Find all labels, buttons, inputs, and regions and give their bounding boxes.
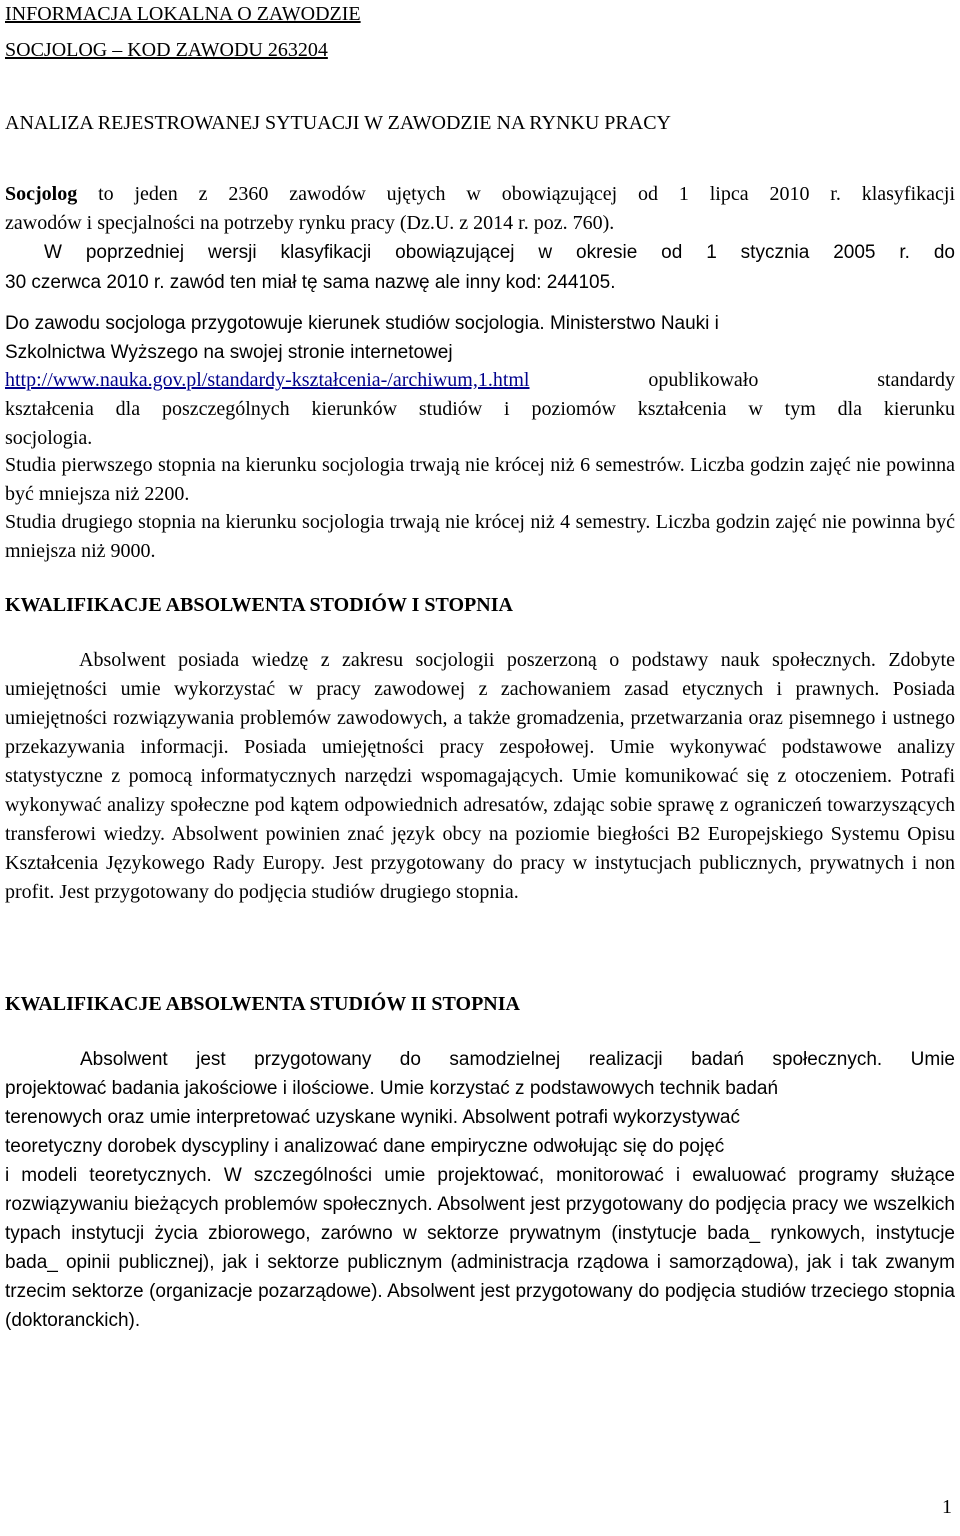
section-heading-second-cycle: KWALIFIKACJE ABSOLWENTA STUDIÓW II STOPNIA [5,993,520,1015]
document-title: INFORMACJA LOKALNA O ZAWODZIE [5,3,361,25]
page-number: 1 [942,1496,952,1518]
intro-line-6: Szkolnictwa Wyższego na swojej stronie internetowej [5,342,453,363]
second-cycle-line-1: Absolwent jest przygotowany do samodzielnej realizacji badań społecznych. Umie [80,1049,955,1070]
intro-line-2: zawodów i specjalności na potrzeby rynku pracy (Dz.U. z 2014 r. poz. 760). [5,212,615,234]
studies-second-cycle: Studia drugiego stopnia na kierunku socjologia trwają nie krócej niż 4 semestry. Liczba godzin zajęć nie powinna być mniejsza niż 9000. [5,511,955,562]
second-cycle-line-4: teoretyczny dorobek dyscypliny i analizować dane empiryczne odwołując się do pojęć [5,1136,725,1157]
intro-line-7-rest: opublikowało standardy [529,369,955,391]
intro-line-7 [5,366,955,395]
intro-line-9: socjologia. [5,427,93,449]
section-heading-analysis: ANALIZA REJESTROWANEJ SYTUACJI W ZAWODZIE NA RYNKU PRACY [5,112,671,134]
intro-line-1 [5,180,955,209]
first-cycle-paragraph [5,646,955,907]
section-heading-first-cycle: KWALIFIKACJE ABSOLWENTA STODIÓW I STOPNIA [5,594,513,616]
second-cycle-line-2: projektować badania jakościowe i ilościowe. Umie korzystać z podstawowych technik badań [5,1078,779,1099]
intro-line-5: Do zawodu socjologa przygotowuje kierunek studiów socjologia. Ministerstwo Nauki i [5,313,719,334]
standards-link[interactable]: http://www.nauka.gov.pl/standardy-kształcenia-/archiwum,1.html [5,369,530,391]
intro-bold-word: Socjolog [5,183,78,205]
studies-first-cycle: Studia pierwszego stopnia na kierunku socjologia trwają nie krócej niż 6 semestrów. Liczba godzin zajęć nie powinna być mniejsza niż 2200. [5,454,955,505]
first-cycle-text: Absolwent posiada wiedzę z zakresu socjologii poszerzoną o podstawy nauk społecznych. Zdobyte umiejętności umie wykorzystać w pracy zawodowej z zachowaniem zasad etycznych i prawnych. Posiada umiejętności rozwiązywania problemów zawodowych, a także gromadzenia, przetwarzania oraz pisemnego i ustnego przekazywania informacji. Posiada umiejętności pracy zespołowej. Umie wykonywać podstawowe analizy statystyczne z pomocą informatycznych narzędzi wspomagających. Umie komunikować się z otoczeniem. Potrafi wykonywać analizy społeczne pod kątem odpowiednich adresatów, zdając sobie sprawę z ograniczeń towarzyszących transferowi wiedzy. Absolwent powinien znać język obcy na poziomie biegłości B2 Europejskiego Systemu Opisu Kształcenia Językowego Rady Europy. Jest przygotowany do pracy w instytucjach publicznych, prywatnych i non profit. Jest przygotowany do podjęcia studiów drugiego stopnia. [5,649,955,903]
intro-line-8: kształcenia dla poszczególnych kierunków studiów i poziomów kształcenia w tym dla kierunku [5,398,955,420]
second-cycle-line-3: terenowych oraz umie interpretować uzyskane wyniki. Absolwent potrafi wykorzystywać [5,1107,740,1128]
intro-line-3: W poprzedniej wersji klasyfikacji obowiązującej w okresie od 1 stycznia 2005 r. do [44,242,955,263]
second-cycle-paragraph: i modeli teoretycznych. W szczególności umie projektować, monitorować i ewaluować programy służące rozwiązywaniu bieżących problemów społecznych. Absolwent jest przygotowany do podjęcia pracy we wszelkich typach instytucji życia zbiorowego, zarówno w sektorze prywatnym (instytucje bada_ rynkowych, instytucje bada_ opinii publicznej), jak i sektorze publicznym (administracja rządowa i samorządowa), jak i tak zwanym trzecim sektorze (organizacje pozarządowe). Absolwent jest przygotowany do podjęcia studiów trzeciego stopnia (doktoranckich). [5,1165,955,1331]
document-subtitle: SOCJOLOG – KOD ZAWODU 263204 [5,39,328,61]
intro-line-1-rest: to jeden z 2360 zawodów ujętych w obowiązującej od 1 lipca 2010 r. klasyfikacji [77,183,955,205]
intro-line-4: 30 czerwca 2010 r. zawód ten miał tę sama nazwę ale inny kod: 244105. [5,272,616,293]
